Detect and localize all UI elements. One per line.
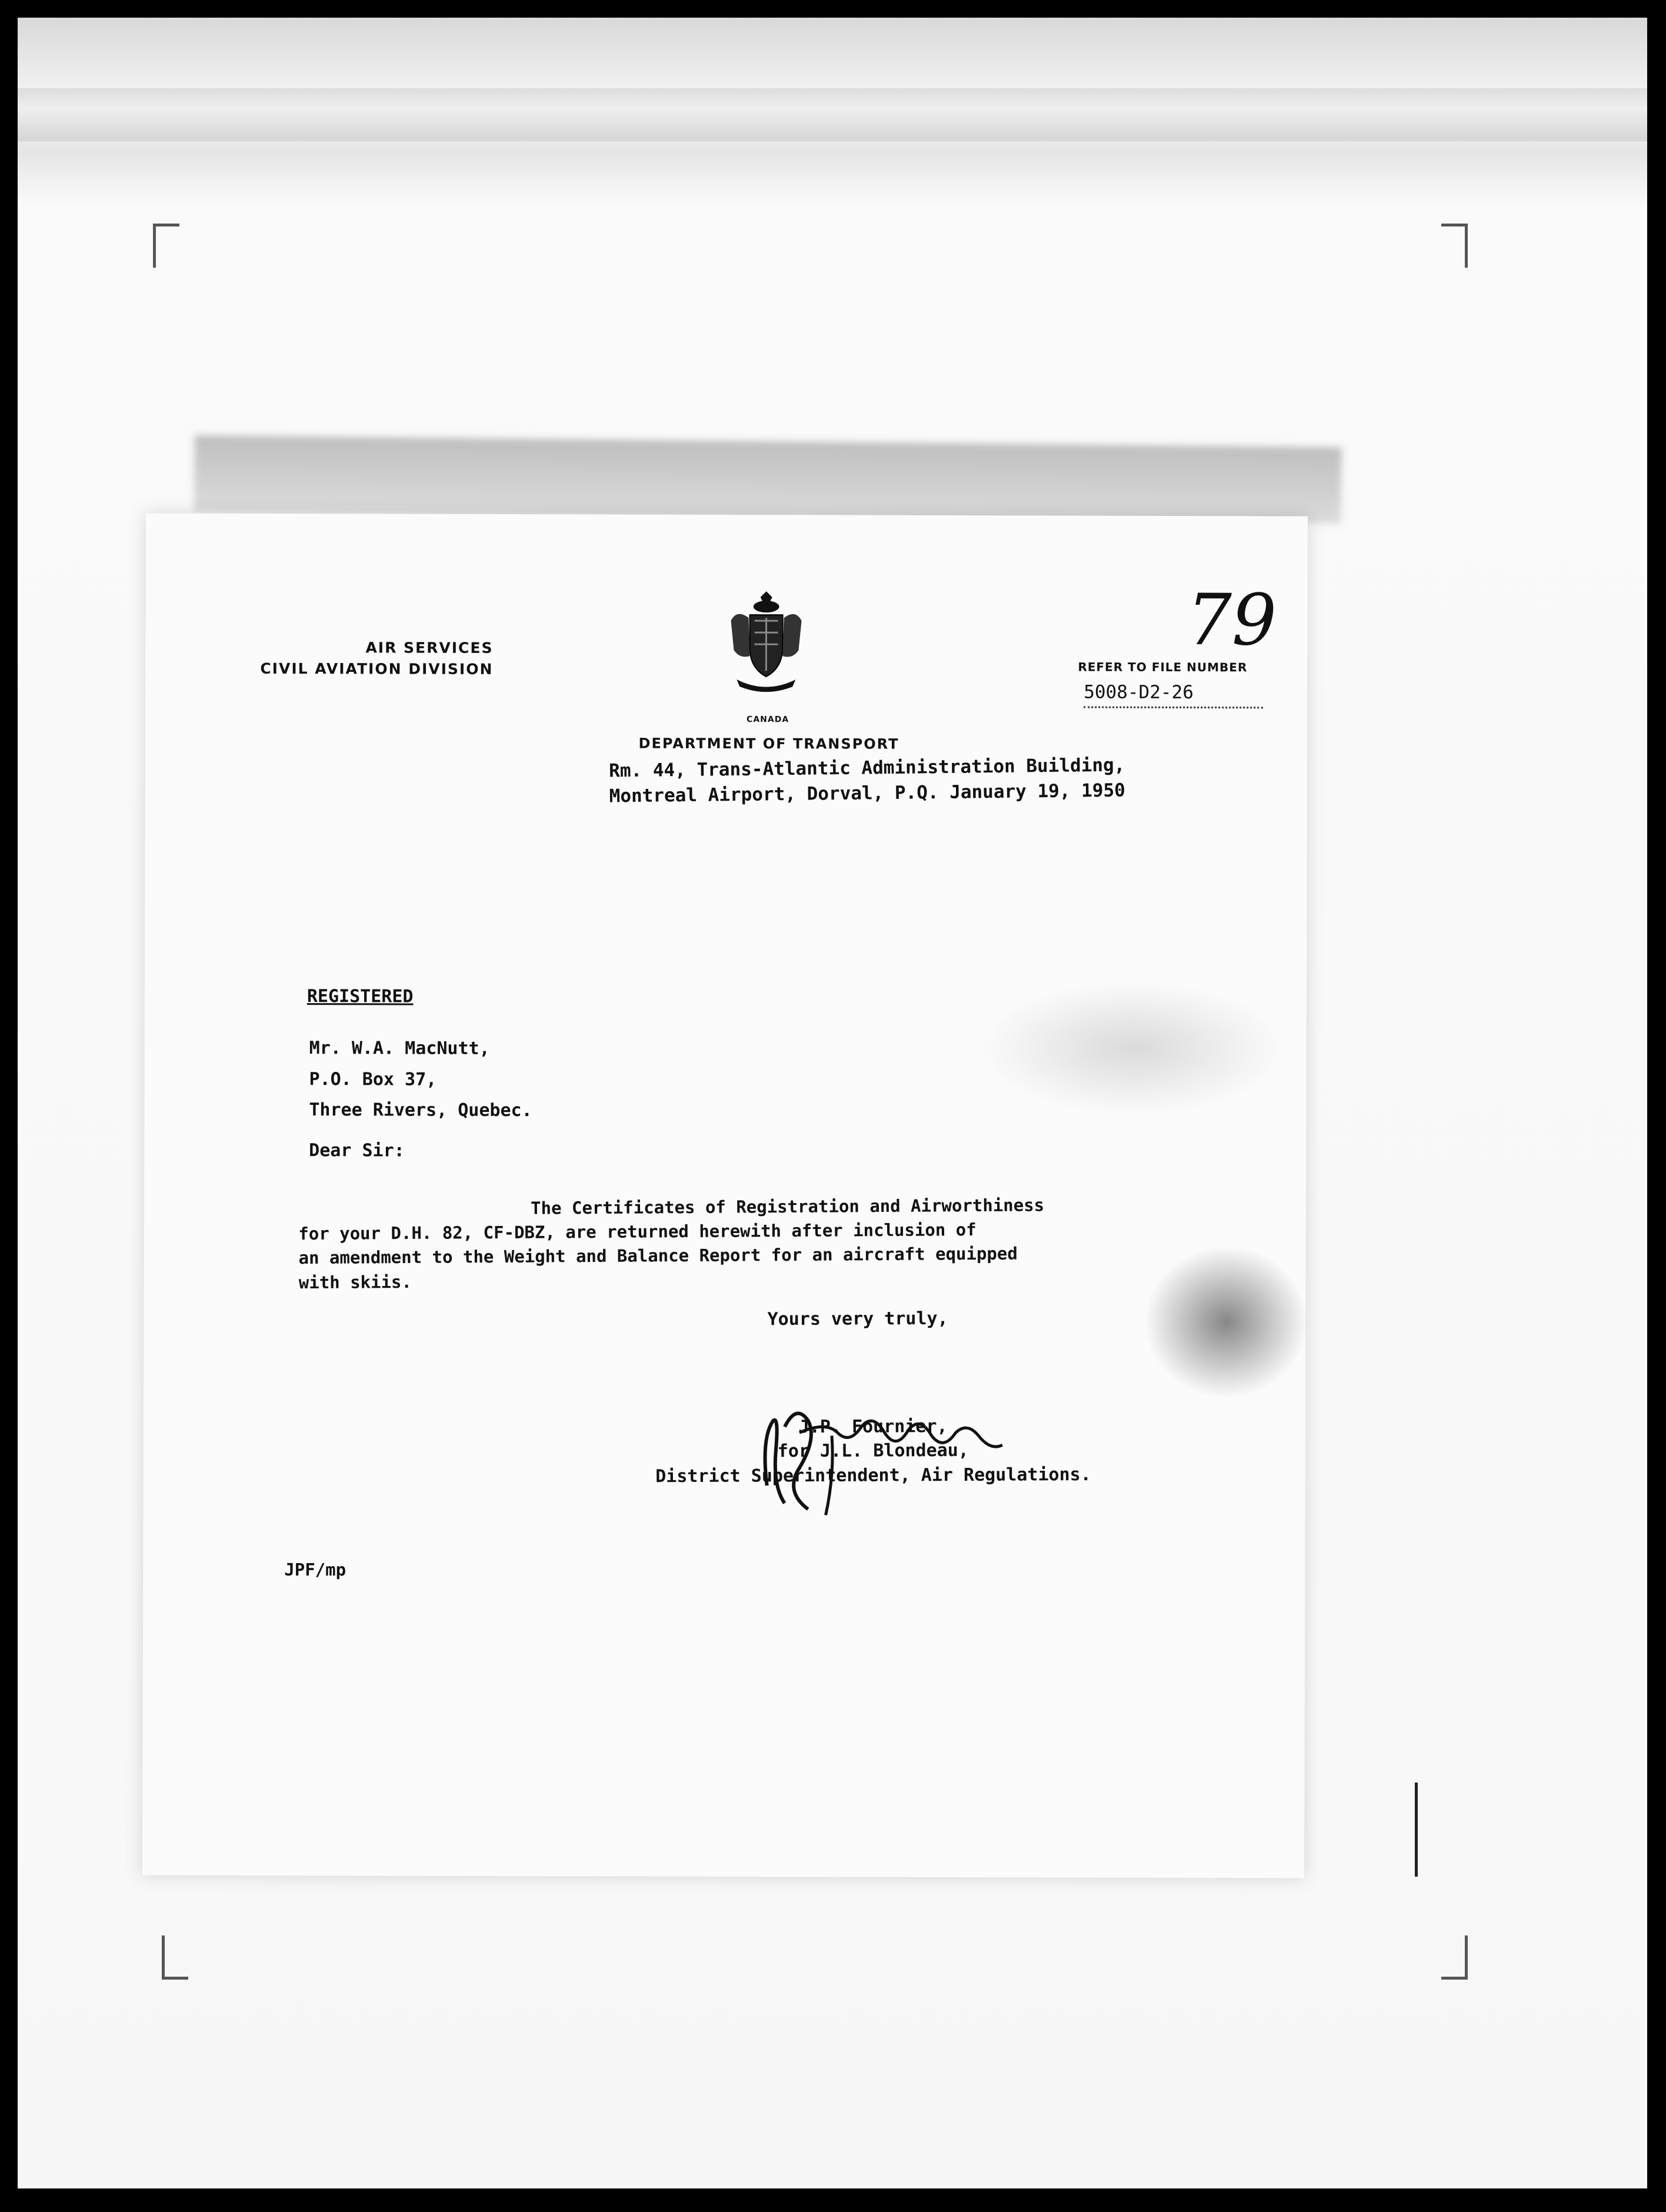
paper-shadow [194,435,1341,524]
registered-label: REGISTERED [306,986,414,1007]
country-label: CANADA [747,715,789,725]
document-photo [18,18,1647,2188]
signer-for: for J.L. Blondeau, [777,1440,969,1462]
body-line-4: with skiis. [298,1271,412,1292]
refer-label: REFER TO FILE NUMBER [1078,659,1248,675]
salutation: Dear Sir: [309,1140,405,1161]
crop-mark-top-right [1441,224,1468,268]
recipient-name: Mr. W.A. MacNutt, [309,1038,490,1059]
body-line-2: for your D.H. 82, CF-DBZ, are returned herewith after inclusion of [298,1220,977,1244]
crop-mark-bottom-left [162,1936,188,1980]
department-title: DEPARTMENT OF TRANSPORT [638,735,899,752]
film-band [18,88,1647,141]
recipient-box: P.O. Box 37, [309,1068,437,1090]
handwritten-number: 79 [1187,579,1277,662]
signer-title: District Superintendent, Air Regulations. [655,1464,1091,1487]
smudge [979,980,1286,1116]
body-line-1: The Certificates of Registration and Airworthiness [530,1195,1045,1218]
division-line-1: AIR SERVICES [365,639,494,657]
letter-page [142,513,1308,1878]
signature-block [620,1414,1127,1489]
address-line-2: Montreal Airport, Dorval, P.Q. January 19, 1950 [609,779,1126,807]
address-line-1: Rm. 44, Trans-Atlantic Administration Building, [608,754,1125,782]
recipient-city: Three Rivers, Quebec. [309,1100,532,1121]
crop-mark-top-left [153,224,179,268]
signer-name: J.P. Fournier, [798,1416,948,1438]
letter-body [298,1192,1217,1295]
edge-mark [1415,1783,1418,1877]
file-number: 5008-D2-26 [1084,682,1263,709]
typist-initials: JPF/mp [284,1560,346,1580]
recipient-address [309,1033,532,1126]
body-line-3: an amendment to the Weight and Balance Report for an aircraft equipped [298,1243,1018,1268]
division-header [260,637,493,681]
crop-mark-bottom-right [1441,1936,1468,1980]
division-line-2: CIVIL AVIATION DIVISION [260,660,494,678]
sender-address [609,753,1125,810]
coat-of-arms-icon [725,591,807,694]
closing: Yours very truly, [767,1308,948,1330]
